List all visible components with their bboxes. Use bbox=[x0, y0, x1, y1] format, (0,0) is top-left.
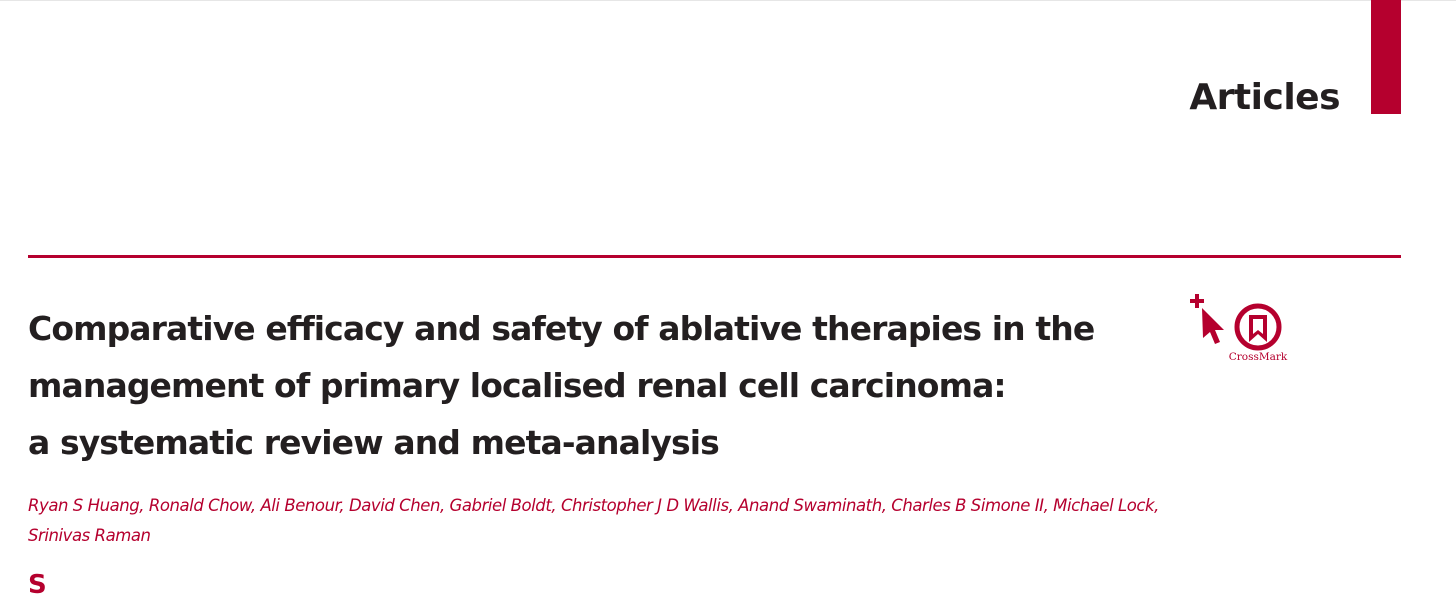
cursor-icon bbox=[1202, 308, 1224, 344]
crossmark-label[interactable]: CrossMark bbox=[1228, 351, 1288, 363]
header-rule bbox=[28, 255, 1401, 258]
sparkle-icon bbox=[1190, 294, 1204, 308]
article-title-line: a systematic review and meta-analysis bbox=[28, 423, 719, 462]
author-line: Srinivas Raman bbox=[28, 526, 151, 545]
article-title-line: management of primary localised renal cell carcinoma: bbox=[28, 366, 1006, 405]
bookmark-circle-icon bbox=[1237, 306, 1279, 348]
section-color-tab bbox=[1371, 0, 1401, 114]
article-title bbox=[28, 300, 1168, 471]
page-top-rule bbox=[0, 0, 1456, 1]
author-list bbox=[28, 491, 1188, 551]
article-title-line: Comparative efficacy and safety of ablative therapies in the bbox=[28, 309, 1095, 348]
section-label: Articles bbox=[1189, 77, 1340, 118]
author-line: Ryan S Huang, Ronald Chow, Ali Benour, David Chen, Gabriel Boldt, Christopher J D Wallis, Anand Swaminath, Charles B Simone II, Michael Lock, bbox=[28, 496, 1159, 515]
next-section-heading: S bbox=[28, 570, 47, 600]
